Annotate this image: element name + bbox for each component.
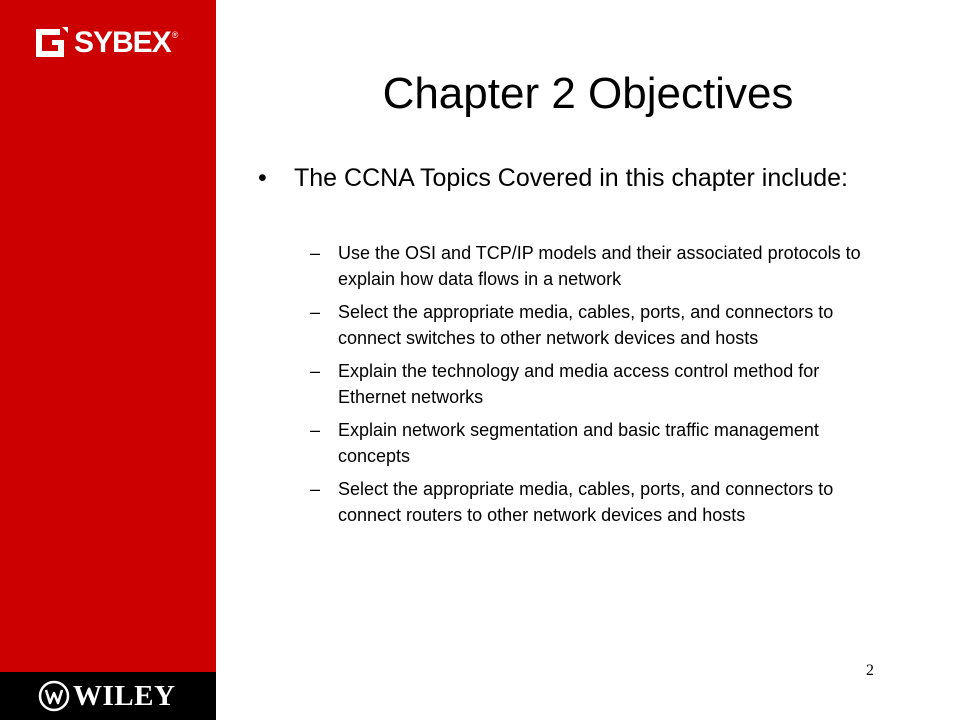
objective-text: Use the OSI and TCP/IP models and their associated protocols to explain how data flows in a network <box>338 243 861 289</box>
wiley-logo-text: WILEY <box>73 679 176 712</box>
objective-text: Select the appropriate media, cables, ports, and connectors to connect switches to other network devices and hosts <box>338 302 834 348</box>
objective-item <box>310 417 870 469</box>
objective-item <box>310 476 870 528</box>
sybex-logo <box>30 20 178 66</box>
objective-item <box>310 240 870 292</box>
sybex-logo-icon <box>30 23 70 63</box>
dash-marker: – <box>310 243 321 263</box>
dash-marker: – <box>310 479 321 499</box>
sidebar <box>0 0 216 720</box>
bullet-dot: • <box>258 164 267 192</box>
main-bullet-text: The CCNA Topics Covered in this chapter include: <box>294 164 848 192</box>
wiley-emblem-icon <box>38 680 70 712</box>
objective-text: Explain the technology and media access control method for Ethernet networks <box>338 361 820 407</box>
objective-item <box>310 299 870 351</box>
objective-text: Select the appropriate media, cables, ports, and connectors to connect routers to other network devices and hosts <box>338 479 834 525</box>
dash-marker: – <box>310 302 321 322</box>
page-number: 2 <box>866 662 874 679</box>
objective-text: Explain network segmentation and basic traffic management concepts <box>338 420 819 466</box>
wiley-logo <box>38 680 175 712</box>
wiley-bar <box>0 672 216 720</box>
objective-list <box>310 240 870 535</box>
slide-title: Chapter 2 Objectives <box>382 69 794 118</box>
sybex-logo-text: SYBEX <box>74 26 171 59</box>
dash-marker: – <box>310 420 321 440</box>
objective-item <box>310 358 870 410</box>
registered-mark: ® <box>171 30 179 40</box>
main-bullet <box>258 163 898 194</box>
dash-marker: – <box>310 361 321 381</box>
